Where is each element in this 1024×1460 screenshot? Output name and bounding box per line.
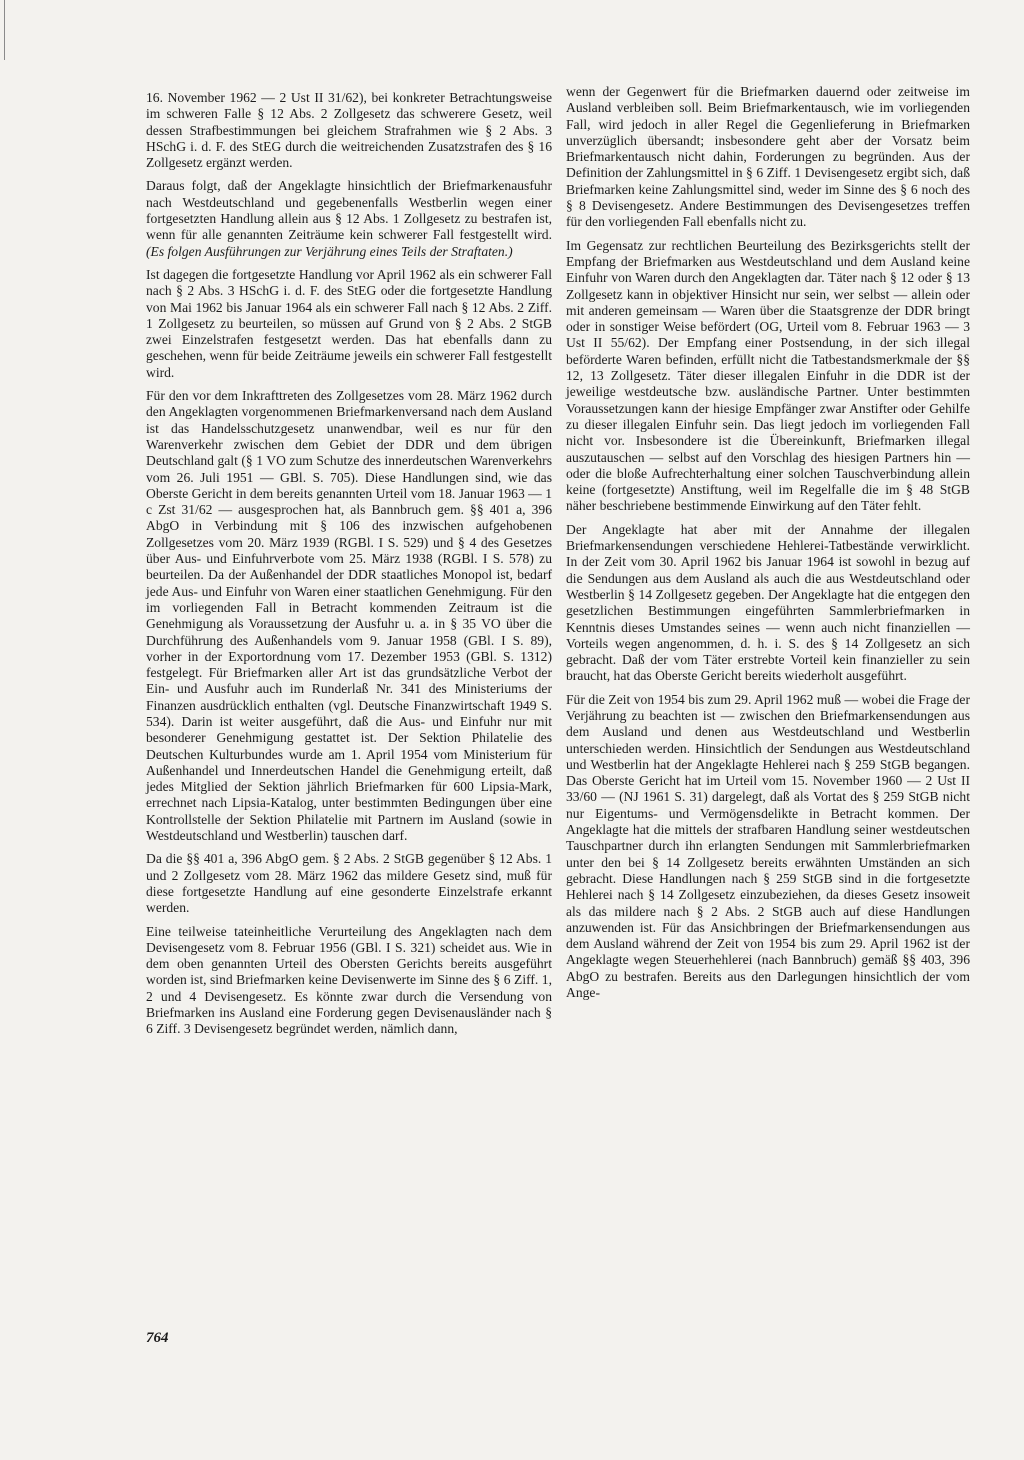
editorial-note: (Es folgen Ausführungen zur Verjährung eines Teils der Straftaten.) bbox=[146, 243, 513, 259]
left-column bbox=[146, 90, 552, 1045]
paragraph: Für den vor dem Inkrafttreten des Zollgesetzes vom 28. März 1962 durch den Angeklagten vorgenommenen Briefmarkenversand nach dem Ausland ist das Handelsschutzgesetz unanwendbar, weil es nur für den Warenverkehr zwischen dem Gebiet der DDR und dem übrigen Deutschland galt (§ 1 VO zum Schutze des innerdeutschen Warenverkehrs vom 26. Juli 1951 — GBl. S. 705). Diese Handlungen sind, wie das Oberste Gericht in dem bereits genannten Urteil vom 18. Januar 1963 — 1 c Zst 31/62 — ausgesprochen hat, als Bannbruch gem. §§ 401 a, 396 AbgO in Verbindung mit § 106 des inzwischen aufgehobenen Zollgesetzes vom 20. März 1939 (RGBl. I S. 529) und § 4 des Gesetzes über Aus- und Einfuhrverbote vom 25. März 1938 (RGBl. I S. 578) zu beurteilen. Da der Außenhandel der DDR staatliches Monopol ist, bedarf jede Aus- und Einfuhr von Waren einer staatlichen Genehmigung. Für den im vorliegenden Fall in Betracht kommenden Zeitraum ist die Genehmigung als Voraussetzung der Ausfuhr u. a. in § 35 VO über die Durchführung des Außenhandels vom 9. Januar 1958 (GBl. I S. 89), vorher in der Exportordnung vom 17. Dezember 1953 (GBl. S. 1312) festgelegt. Für Briefmarken aller Art ist das grundsätzliche Verbot der Ein- und Ausfuhr auch im Runderlaß Nr. 341 des Ministeriums der Finanzen ausdrücklich enthalten (vgl. Deutsche Finanzwirtschaft 1949 S. 534). Darin ist weiter ausgeführt, daß die Aus- und Einfuhr nur mit besonderer Genehmigung gestattet ist. Der Sektion Philatelie des Deutschen Kulturbundes wurde am 1. April 1954 vom Ministerium für Außenhandel und Innerdeutschen Handel die Genehmigung erteilt, daß jedes Mitglied der Sektion jährlich Briefmarken für 600 Lipsia-Mark, errechnet nach Lipsia-Katalog, unter bestimmten Bedingungen über eine Kontrollstelle der Sektion Philatelie mit Partnern im Ausland (sowie in Westdeutschland und Westberlin) tauschen darf. bbox=[146, 388, 552, 844]
paragraph bbox=[146, 178, 552, 259]
paragraph-text: Daraus folgt, daß der Angeklagte hinsichtlich der Briefmarkenausfuhr nach Westdeutschland und gegebenenfalls Westberlin wegen einer fortgesetzten Handlung allein aus § 12 Abs. 1 Zollgesetz zu bestrafen ist, wenn für alle genannten Zeiträume kein schwerer Fall festgestellt wird. bbox=[146, 178, 552, 243]
paragraph: 16. November 1962 — 2 Ust II 31/62), bei konkreter Betrachtungsweise im schweren Falle § 12 Abs. 2 Zollgesetz das schwerere Gesetz, weil dessen Strafbestimmungen bei gleichem Strafrahmen wie § 2 Abs. 3 HSchG i. d. F. des StEG durch die weitreichenden Zusatzstrafen des § 16 Zollgesetz ergänzt werden. bbox=[146, 90, 552, 171]
paragraph: Ist dagegen die fortgesetzte Handlung vor April 1962 als ein schwerer Fall nach § 2 Abs. 3 HSchG i. d. F. des StEG oder die fortgesetzte Handlung von Mai 1962 bis Januar 1964 als ein schwerer Fall nach § 12 Abs. 2 Ziff. 1 Zollgesetz zu beurteilen, so müssen auf Grund von § 2 Abs. 2 StGB zwei Einzelstrafen festgesetzt werden. Das hat ebenfalls dann zu geschehen, wenn für beide Zeiträume jeweils ein schwerer Fall festgestellt wird. bbox=[146, 266, 552, 380]
scan-edge-line bbox=[4, 0, 5, 60]
paragraph: Für die Zeit von 1954 bis zum 29. April 1962 muß — wobei die Frage der Verjährung zu beachten ist — zwischen den Briefmarkensendungen aus dem Ausland und denen aus Westdeutschland und Westberlin unterschieden werden. Hinsichtlich der Sendungen aus Westdeutschland und Westberlin hat der Angeklagte Hehlerei nach § 259 StGB begangen. Das Oberste Gericht hat im Urteil vom 15. November 1960 — 2 Ust II 33/60 — (NJ 1961 S. 31) dargelegt, daß als Vortat des § 259 StGB nicht nur Eigentums- und Vermögensdelikte in Betracht kommen. Der Angeklagte hat die mittels der strafbaren Handlung seiner westdeutschen Tauschpartner durch ihn erlangten Sendungen mit Sammlerbriefmarken unter den bei § 14 Zollgesetz bereits erwähnten Umständen an sich gebracht. Diese Handlungen nach § 259 StGB sind in die fortgesetzte Hehlerei nach § 14 Zollgesetz einzubeziehen, da dieses Gesetz insoweit als das mildere nach § 2 Abs. 2 StGB auch auf diese Handlungen anzuwenden ist. Für das Ansichbringen der Briefmarkensendungen aus dem Ausland während der Zeit von 1954 bis zum 29. April 1962 ist der Angeklagte wegen Steuerhehlerei (nach Bannbruch) gemäß §§ 403, 396 AbgO zu bestrafen. Bereits aus den Darlegungen hinsichtlich der vom Ange- bbox=[566, 691, 970, 1001]
paragraph: Im Gegensatz zur rechtlichen Beurteilung des Bezirksgerichts stellt der Empfang der Briefmarken aus Westdeutschland und dem Ausland keine Einfuhr von Waren durch den Angeklagten dar. Täter nach § 12 oder § 13 Zollgesetz kann in objektiver Hinsicht nur sein, wer selbst — allein oder mit anderen gemeinsam — Waren über die Staatsgrenze der DDR bringt oder in sonstiger Weise befördert (OG, Urteil vom 8. Februar 1963 — 3 Ust II 55/62). Der Empfang einer Postsendung, in der sich illegal beförderte Waren befinden, erfüllt nicht die Tatbestandsmerkmale der §§ 12, 13 Zollgesetz. Täter dieser illegalen Einfuhr in die DDR ist der jeweilige westdeutsche bzw. ausländische Partner. Unter bestimmten Voraussetzungen kann der hiesige Empfänger zwar Anstifter oder Gehilfe zu dieser illegalen Einfuhr sein. Das liegt jedoch im vorliegenden Fall nicht vor. Insbesondere ist die Übereinkunft, Briefmarken illegal auszutauschen — selbst auf den Vorschlag des hiesigen Partners hin — oder die bloße Aufrechterhaltung einer solchen Tauschverbindung allein keine (fortgesetzte) Anstiftung, weil im Regelfalle die im § 48 StGB näher beschriebene bestimmende Einwirkung auf den Täter fehlt. bbox=[566, 237, 970, 514]
paragraph: Da die §§ 401 a, 396 AbgO gem. § 2 Abs. 2 StGB gegenüber § 12 Abs. 1 und 2 Zollgesetz vom 28. März 1962 das mildere Gesetz sind, muß für diese fortgesetzte Handlung auf eine gesonderte Einzelstrafe erkannt werden. bbox=[146, 851, 552, 916]
page-number: 764 bbox=[146, 1330, 169, 1346]
paragraph: Eine teilweise tateinheitliche Verurteilung des Angeklagten nach dem Devisengesetz vom 8. Februar 1956 (GBl. I S. 321) scheidet aus. Wie in dem oben genannten Urteil des Obersten Gerichts bereits ausgeführt worden ist, sind Briefmarken keine Devisenwerte im Sinne des § 6 Ziff. 1, 2 und 4 Devisengesetz. Es könnte zwar durch die Versendung von Briefmarken ins Ausland eine Forderung gegen Devisenausländer nach § 6 Ziff. 3 Devisengesetz begründet werden, nämlich dann, bbox=[146, 923, 552, 1037]
right-column bbox=[566, 84, 970, 1008]
paragraph: wenn der Gegenwert für die Briefmarken dauernd oder zeitweise im Ausland verbleiben soll. Beim Briefmarkentausch, wie im vorliegenden Fall, wird jedoch in aller Regel die Gegenlieferung in Briefmarken unverzüglich übersandt; insbesondere geht aber der Vorsatz beim Briefmarkentausch nicht dahin, Forderungen zu begründen. Aus der Definition der Zahlungsmittel in § 6 Ziff. 1 Devisengesetz ergibt sich, daß Briefmarken keine Zahlungsmittel sind, weder im Sinne des § 6 noch des § 8 Devisengesetz. Andere Bestimmungen des Devisengesetzes treffen für den vorliegenden Fall ebenfalls nicht zu. bbox=[566, 84, 970, 230]
paragraph: Der Angeklagte hat aber mit der Annahme der illegalen Briefmarkensendungen verschiedene Hehlerei-Tatbestände verwirklicht. In der Zeit vom 30. April 1962 bis Januar 1964 ist sowohl in bezug auf die Sendungen aus dem Ausland als auch die aus Westdeutschland oder Westberlin § 14 Zollgesetz gegeben. Der Angeklagte hat die entgegen den gesetzlichen Bestimmungen eingeführten Sammlerbriefmarken in Kenntnis dieses Umstandes seines — wenn auch nicht finanziellen — Vorteils wegen angenommen, d. h. i. S. des § 14 Zollgesetz an sich gebracht. Daß der vom Täter erstrebte Vorteil kein finanzieller zu sein braucht, hat das Oberste Gericht bereits wiederholt ausgeführt. bbox=[566, 521, 970, 684]
